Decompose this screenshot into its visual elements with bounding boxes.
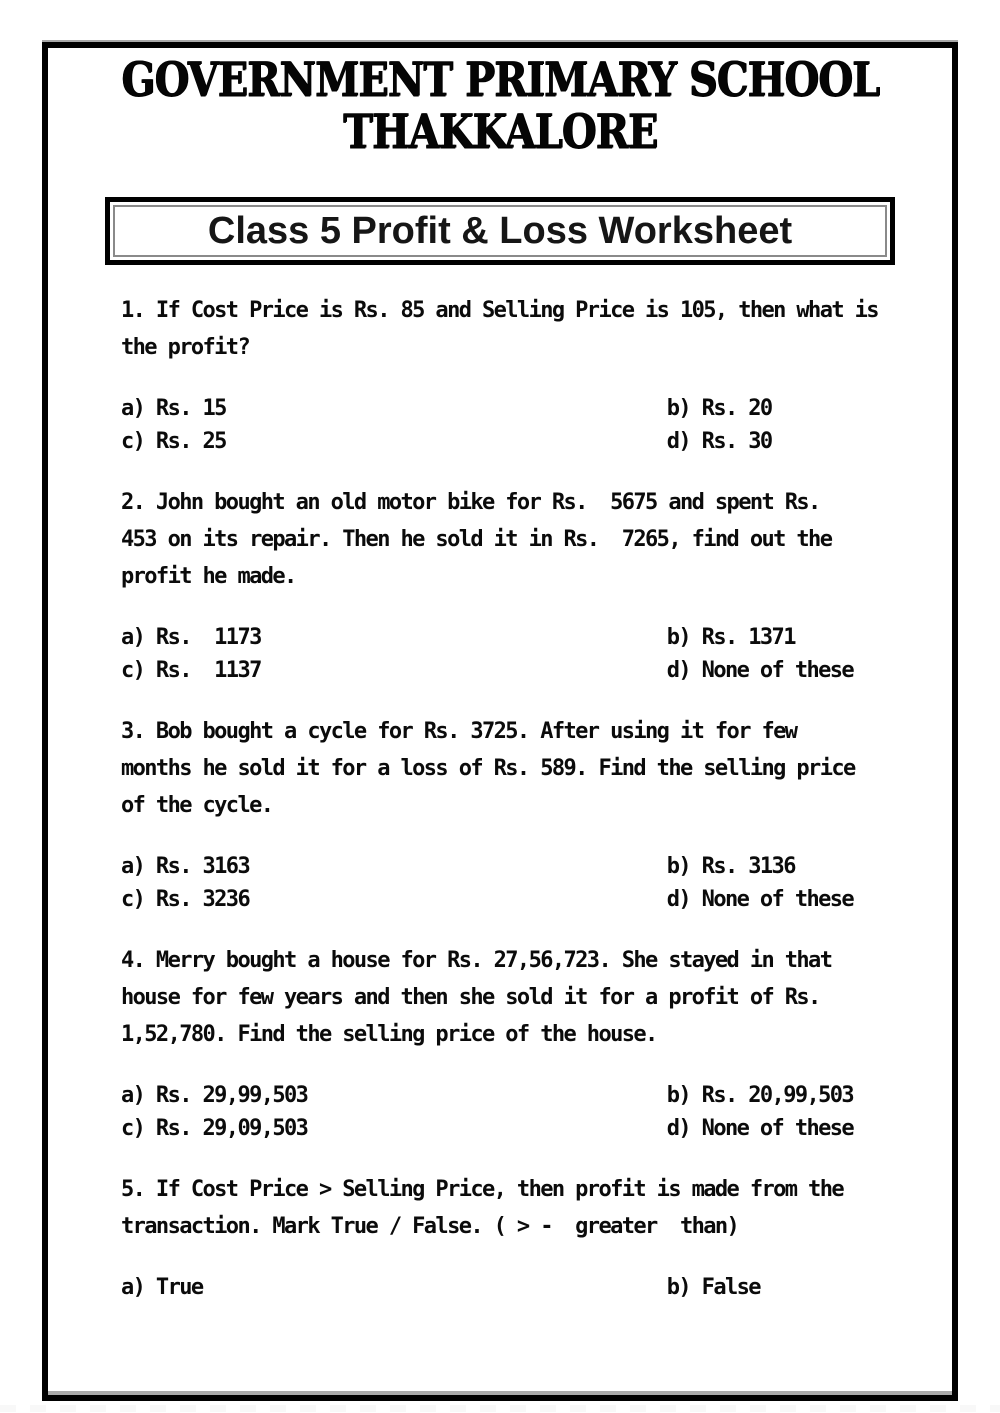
worksheet-title: Class 5 Profit & Loss Worksheet bbox=[207, 210, 793, 252]
question-1-text bbox=[121, 292, 879, 366]
question-4 bbox=[121, 942, 879, 1145]
question-1-option-a[interactable]: a) Rs. 15 bbox=[121, 396, 226, 421]
question-text-line: 453 on its repair. Then he sold it in Rs. 7265, find out the bbox=[121, 527, 832, 552]
question-3-option-b[interactable]: b) Rs. 3136 bbox=[666, 854, 795, 879]
question-text-line: months he sold it for a loss of Rs. 589. Find the selling price bbox=[121, 756, 855, 781]
question-text-line: 5. If Cost Price > Selling Price, then profit is made from the bbox=[121, 1177, 843, 1202]
school-name-line-1: GOVERNMENT PRIMARY SCHOOL bbox=[121, 51, 879, 108]
worksheet-title-box-inner bbox=[113, 205, 887, 257]
question-text-line: of the cycle. bbox=[121, 793, 273, 818]
question-text-line: 1,52,780. Find the selling price of the house. bbox=[121, 1022, 657, 1047]
question-3-text bbox=[121, 713, 879, 824]
school-name bbox=[121, 51, 879, 160]
question-2-option-b[interactable]: b) Rs. 1371 bbox=[666, 625, 795, 650]
question-5-text bbox=[121, 1171, 879, 1245]
question-4-option-b[interactable]: b) Rs. 20,99,503 bbox=[666, 1083, 854, 1108]
question-5 bbox=[121, 1171, 879, 1304]
question-1-option-d[interactable]: d) Rs. 30 bbox=[666, 429, 772, 454]
question-5-option-a[interactable]: a) True bbox=[121, 1275, 203, 1300]
question-2-option-a[interactable]: a) Rs. 1173 bbox=[121, 625, 261, 650]
question-2-options bbox=[121, 621, 879, 687]
worksheet-title-box bbox=[105, 197, 895, 265]
question-5-option-b[interactable]: b) False bbox=[666, 1275, 760, 1300]
question-4-option-d[interactable]: d) None of these bbox=[666, 1116, 854, 1141]
question-2-text bbox=[121, 484, 879, 595]
question-3-options bbox=[121, 850, 879, 916]
question-1-option-b[interactable]: b) Rs. 20 bbox=[666, 396, 772, 421]
question-3-option-d[interactable]: d) None of these bbox=[666, 887, 854, 912]
question-text-line: 2. John bought an old motor bike for Rs. 5675 and spent Rs. bbox=[121, 490, 820, 515]
question-3-option-c[interactable]: c) Rs. 3236 bbox=[121, 887, 250, 912]
question-4-option-a[interactable]: a) Rs. 29,99,503 bbox=[121, 1083, 308, 1108]
question-text-line: the profit? bbox=[121, 335, 250, 360]
question-text-line: transaction. Mark True / False. ( > - greater than) bbox=[121, 1214, 739, 1239]
question-1-options bbox=[121, 392, 879, 458]
question-text-line: 4. Merry bought a house for Rs. 27,56,723. She stayed in that bbox=[121, 948, 832, 973]
question-2-option-c[interactable]: c) Rs. 1137 bbox=[121, 658, 261, 683]
next-page-cutoff-hint bbox=[0, 1405, 1000, 1412]
question-3-option-a[interactable]: a) Rs. 3163 bbox=[121, 854, 250, 879]
question-text-line: 3. Bob bought a cycle for Rs. 3725. After using it for few bbox=[121, 719, 797, 744]
question-5-options bbox=[121, 1271, 879, 1304]
question-list bbox=[121, 292, 879, 1304]
question-1-option-c[interactable]: c) Rs. 25 bbox=[121, 429, 226, 454]
question-4-options bbox=[121, 1079, 879, 1145]
question-text-line: house for few years and then she sold it for a profit of Rs. bbox=[121, 985, 820, 1010]
question-text-line: 1. If Cost Price is Rs. 85 and Selling Price is 105, then what is bbox=[121, 298, 878, 323]
question-text-line: profit he made. bbox=[121, 564, 296, 589]
worksheet-page bbox=[42, 42, 958, 1401]
question-2 bbox=[121, 484, 879, 687]
question-2-option-d[interactable]: d) None of these bbox=[666, 658, 854, 683]
question-3 bbox=[121, 713, 879, 916]
question-1 bbox=[121, 292, 879, 458]
question-4-option-c[interactable]: c) Rs. 29,09,503 bbox=[121, 1116, 308, 1141]
school-name-line-2: THAKKALORE bbox=[342, 103, 658, 160]
question-4-text bbox=[121, 942, 879, 1053]
